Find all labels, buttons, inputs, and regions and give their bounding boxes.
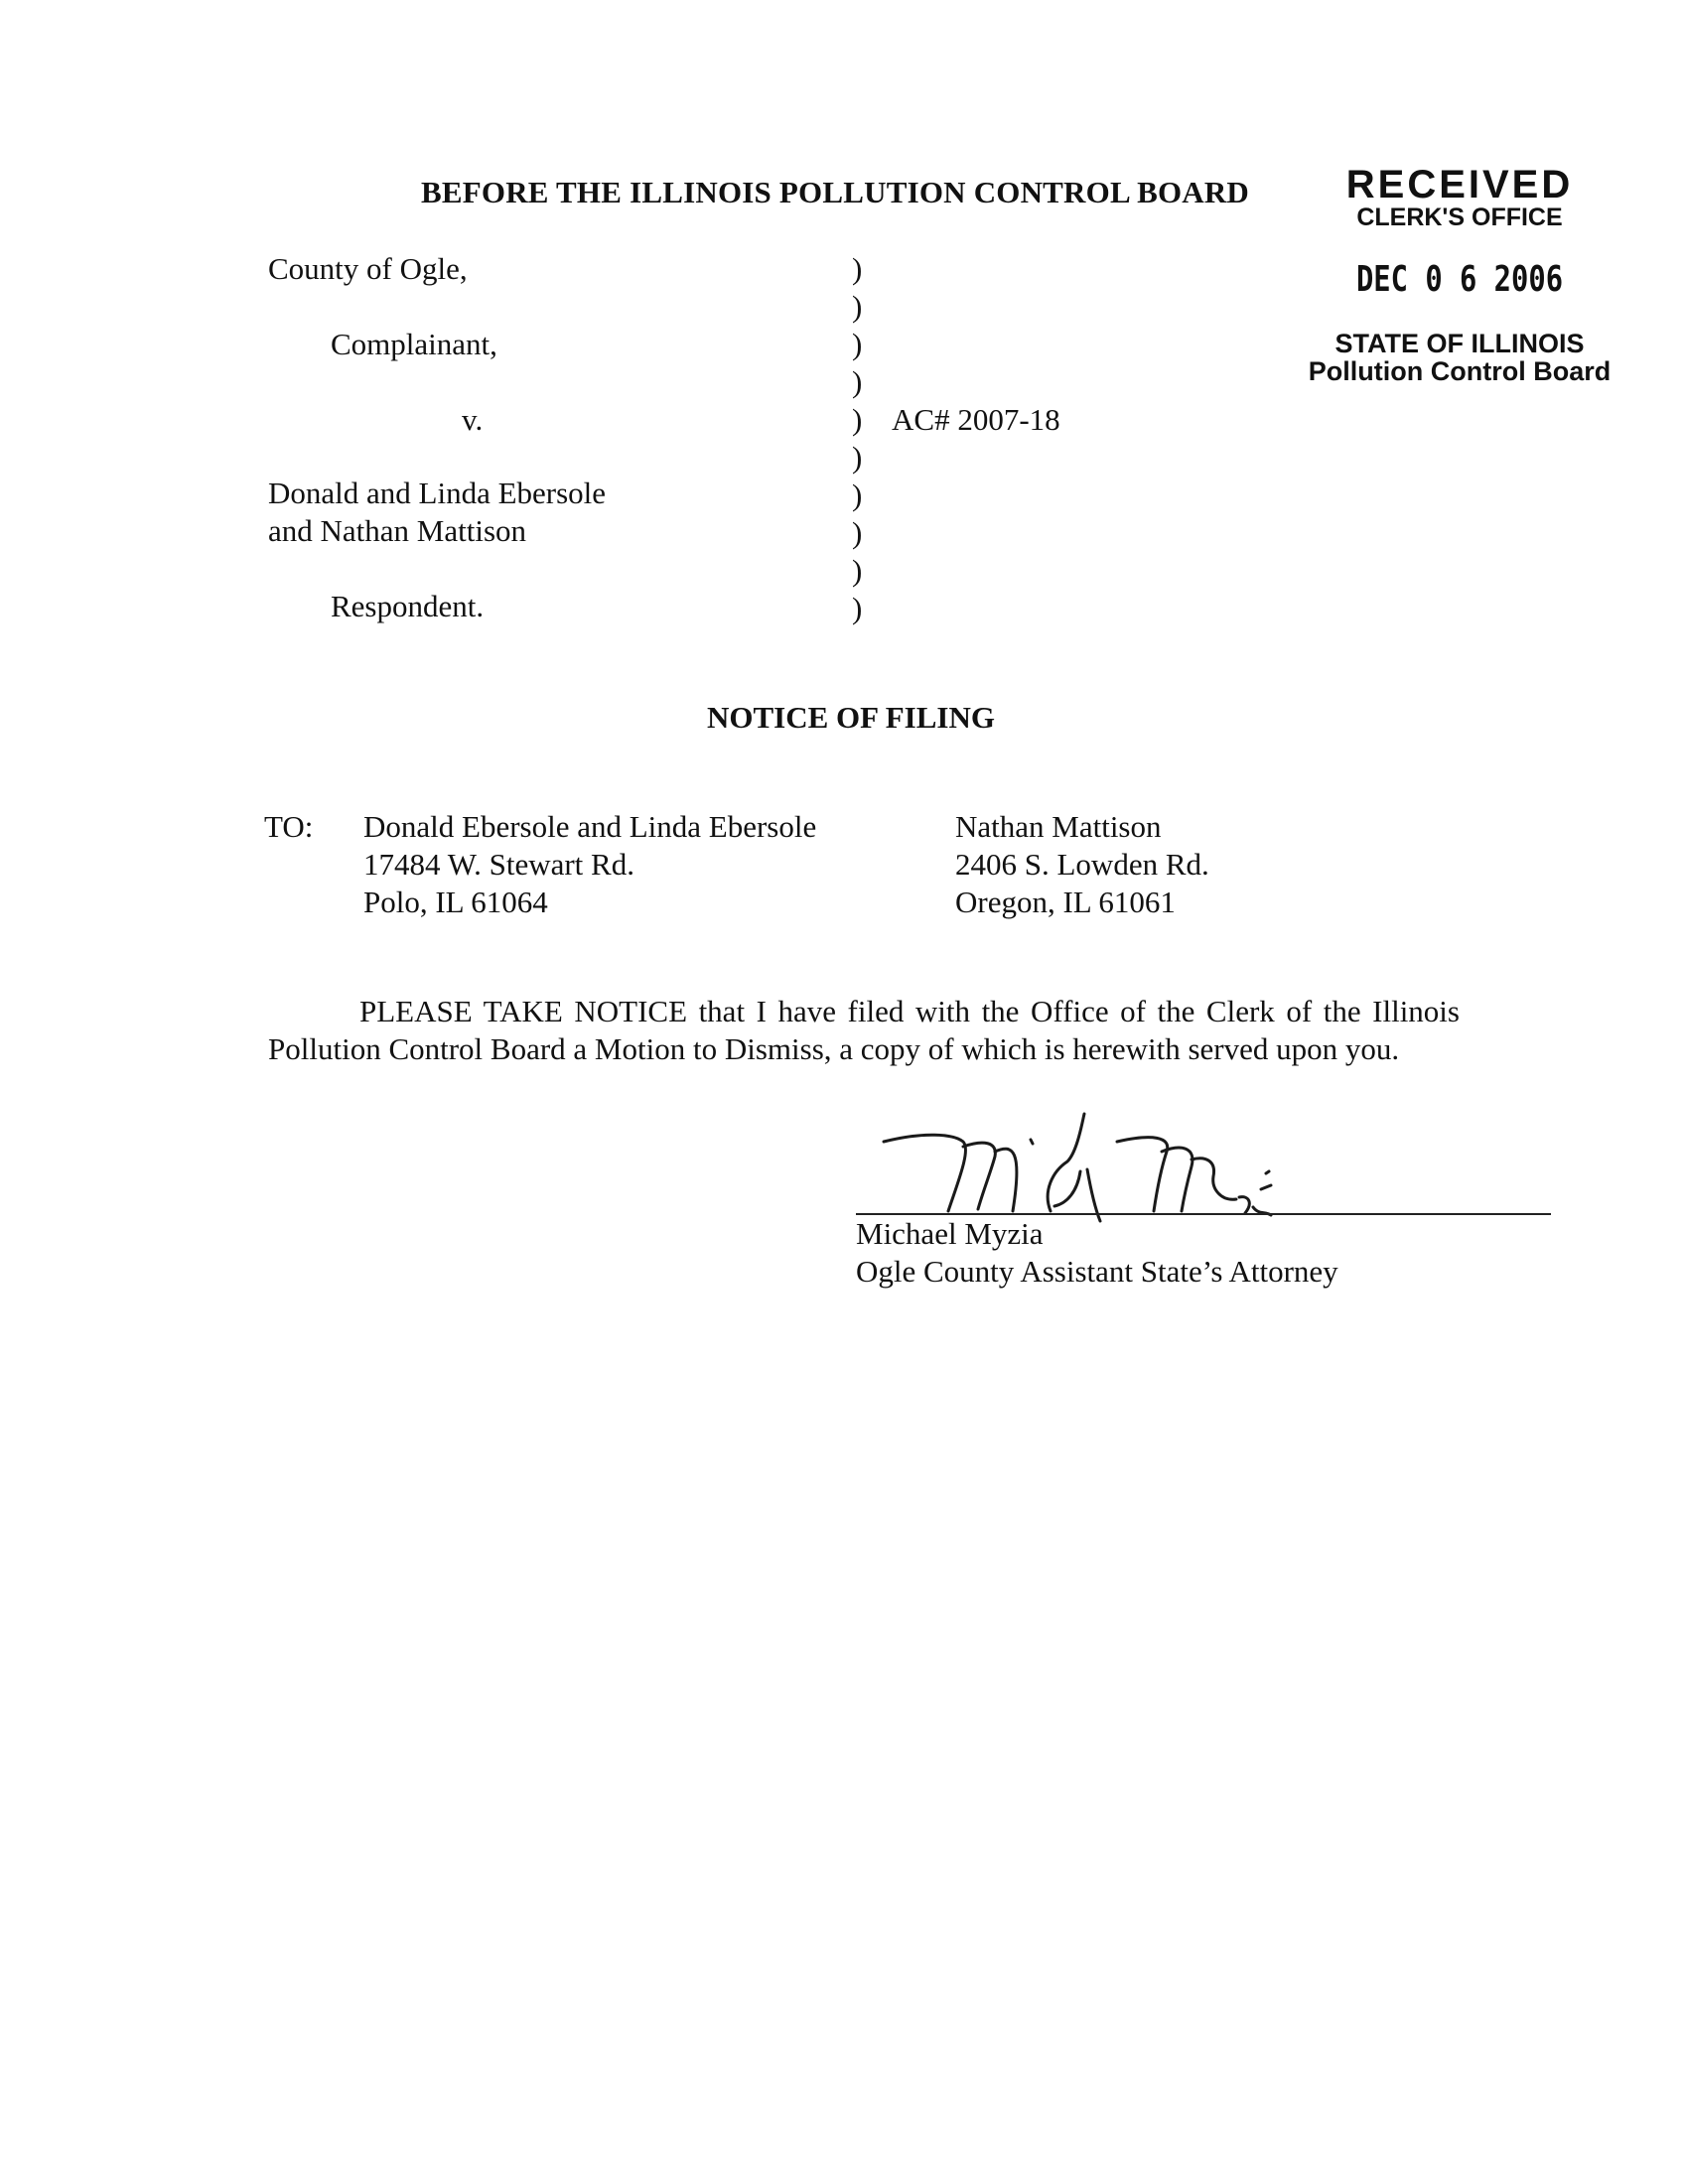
signatory-title: Ogle County Assistant State’s Attorney	[856, 1254, 1338, 1289]
recipient-right	[955, 808, 1209, 921]
recipient-right-name: Nathan Mattison	[955, 809, 1162, 844]
recipient-left-street: 17484 W. Stewart Rd.	[363, 847, 634, 882]
stamp-board: Pollution Control Board	[1308, 356, 1612, 386]
case-number: AC# 2007-18	[892, 402, 1060, 437]
to-label: TO:	[264, 809, 314, 844]
caption-paren: )	[852, 478, 863, 512]
caption-paren: )	[852, 364, 863, 399]
recipient-left	[363, 808, 816, 921]
caption-paren: )	[852, 289, 863, 324]
caption-paren: )	[852, 251, 863, 286]
document-heading: BEFORE THE ILLINOIS POLLUTION CONTROL BOARD	[421, 175, 1250, 209]
stamp-received: RECEIVED	[1345, 163, 1574, 206]
stamp-state: STATE OF ILLINOIS	[1334, 329, 1585, 358]
signatory-name: Michael Myzia	[856, 1216, 1044, 1251]
received-stamp	[1291, 165, 1628, 385]
caption-party2-line2: and Nathan Mattison	[268, 513, 527, 548]
stamp-clerk-office: CLERK'S OFFICE	[1356, 204, 1563, 231]
recipient-right-street: 2406 S. Lowden Rd.	[955, 847, 1209, 882]
caption-party2-line1: Donald and Linda Ebersole	[268, 476, 607, 510]
stamp-date: DEC 0 6 2006	[1355, 259, 1564, 300]
caption-paren: )	[852, 591, 863, 625]
caption-role1: Complainant,	[331, 327, 497, 361]
notice-title: NOTICE OF FILING	[707, 700, 995, 735]
recipient-left-name: Donald Ebersole and Linda Ebersole	[363, 809, 817, 844]
recipient-left-city: Polo, IL 61064	[363, 885, 548, 919]
caption-party1: County of Ogle,	[268, 251, 468, 286]
caption-paren: )	[852, 327, 863, 361]
caption-paren: )	[852, 515, 863, 550]
recipient-right-city: Oregon, IL 61061	[955, 885, 1176, 919]
caption-versus: v.	[462, 402, 484, 437]
caption-paren: )	[852, 440, 863, 475]
caption-paren: )	[852, 402, 863, 437]
caption-role2: Respondent.	[331, 589, 485, 623]
notice-body: PLEASE TAKE NOTICE that I have filed with the Office of the Clerk of the Illinois Pollution Control Board a Motion to Dismiss, a copy of which is herewith served upon you.	[268, 994, 1460, 1066]
caption-paren: )	[852, 553, 863, 588]
